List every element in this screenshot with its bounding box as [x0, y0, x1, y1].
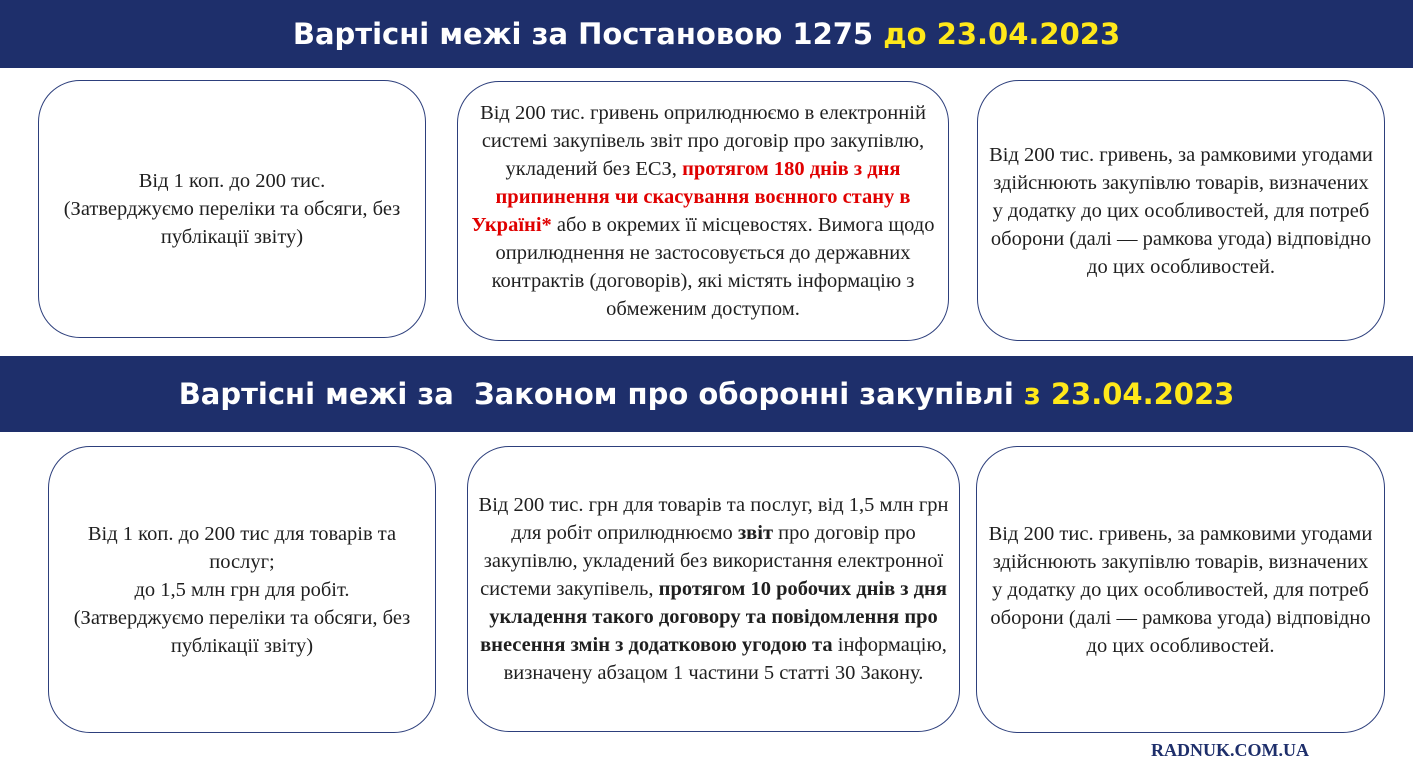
card-text — [462, 99, 944, 323]
section-2-card-report — [467, 446, 960, 732]
section-2-card-framework — [976, 446, 1385, 733]
card-text-bold: звіт — [737, 522, 774, 544]
section-1-card-low-threshold — [38, 80, 426, 338]
card-text: Від 200 тис. гривень, за рамковими угодами здійснюють закупівлю товарів, визначених у додатку до цих особливостей, для потреб оборони (далі — рамкова угода) відповідно до цих особливостей. — [989, 143, 1373, 278]
card-text-part: або в окремих її місцевостях. Вимога щодо оприлюднення не застосовується до державних контрактів (договорів), які містять інформацію з обмеженим доступом. — [491, 214, 935, 320]
section-2-banner — [0, 356, 1413, 432]
card-text-part: інформацію, визначену абзацом 1 частини 5 статті 30 Закону. — [503, 634, 947, 684]
card-text — [59, 520, 425, 660]
section-1-banner — [0, 0, 1413, 68]
card-text-part: Від 200 тис. гривень оприлюднюємо в електронній системі закупівель звіт про договір про закупівлю, укладений без ЕСЗ, — [480, 102, 926, 180]
section-1-card-framework — [977, 80, 1385, 341]
card-text — [472, 491, 955, 687]
card-line: Від 1 коп. до 200 тис для товарів та послуг; — [87, 522, 397, 573]
card-text-part: про договір про закупівлю, укладений без використання електронної системи закупівель, — [480, 522, 944, 600]
card-text: Від 200 тис. гривень, за рамковими угодами здійснюють закупівлю товарів, визначених у додатку до цих особливостей, для потреб оборони (далі — рамкова угода) відповідно до цих особливостей. — [988, 522, 1373, 657]
card-line: Від 1 коп. до 200 тис. — [138, 170, 326, 192]
card-text-part: Від 200 тис. грн для товарів та послуг, від 1,5 млн грн для робіт оприлюднюємо — [478, 494, 949, 544]
card-text — [49, 167, 415, 251]
section-2-title: Вартісні межі за Законом про оборонні закупівлі з 23.04.2023 — [178, 377, 1235, 411]
card-text-bold: протягом 10 робочих днів з дня укладення такого договору та повідомлення про внесення змін з додатковою угодою та — [480, 578, 947, 656]
card-line: (Затверджуємо переліки та обсяги, без публікації звіту) — [73, 606, 411, 657]
card-text-red: протягом 180 днів з дня припинення чи скасування воєнного стану в Україні* — [471, 158, 911, 236]
section-1-card-report — [457, 81, 949, 341]
section-1-title-highlight: до 23.04.2023 — [883, 17, 1121, 51]
section-1-title: Вартісні межі за Постановою 1275 до 23.04.2023 — [292, 17, 1121, 51]
card-line: до 1,5 млн грн для робіт. — [134, 578, 350, 601]
site-watermark: RADNUK.COM.UA — [1151, 740, 1309, 760]
section-2-card-low-threshold — [48, 446, 436, 733]
section-2-title-highlight: з 23.04.2023 — [1023, 377, 1235, 411]
card-line: (Затверджуємо переліки та обсяги, без публікації звіту) — [63, 198, 401, 248]
